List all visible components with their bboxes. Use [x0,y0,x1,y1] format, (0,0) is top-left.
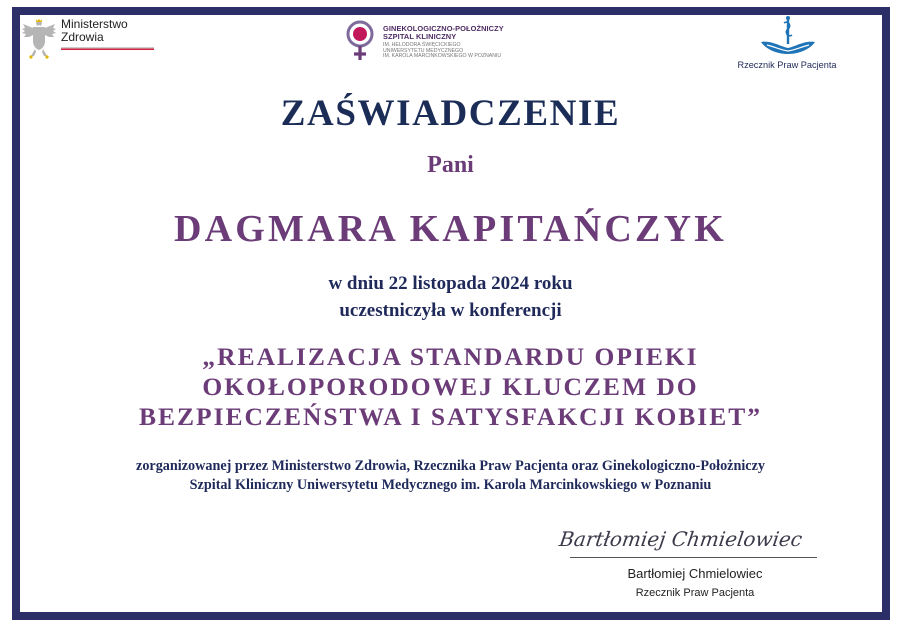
signatory-name: Bartłomiej Chmielowiec [627,566,763,581]
organizer-line1: zorganizowanej przez Ministerstwo Zdrowia, Rzecznika Praw Pacjenta oraz Ginekologiczno-Położniczy [136,458,765,474]
hospital-sub-line2: UNIWERSYTETU MEDYCZNEGO [383,47,464,54]
ministry-name-line2: Zdrowia [61,30,104,44]
certificate-title: ZAŚWIADCZENIE [280,93,621,134]
ministry-name-line1: Ministerstwo [61,17,128,31]
hospital-name-line1: GINEKOLOGICZNO-POŁOŻNICZY [383,24,504,33]
conference-title [0,342,901,432]
signature-line [570,557,817,558]
participation-line: uczestniczyła w konferencji [339,300,562,321]
signature-stroke-text: Bartłomiej Chmielowiec [557,527,804,551]
polish-eagle-icon [20,16,58,60]
conference-title-line1: „REALIZACJA STANDARDU OPIEKI [202,342,699,371]
ombudsman-emblem-icon [753,14,823,58]
ministry-of-health-logo [20,16,150,68]
salutation: Pani [427,152,474,178]
female-symbol-icon [341,19,379,63]
hospital-logo [341,19,551,65]
conference-title-line2: OKOŁOPORODOWEJ KLUCZEM DO [202,372,699,401]
patient-rights-ombudsman-logo [723,14,853,76]
ombudsman-name: Rzecznik Praw Pacjenta [737,60,837,70]
recipient-name: DAGMARA KAPITAŃCZYK [173,208,728,250]
handwritten-signature [553,514,817,559]
hospital-name-line2: SZPITAL KLINICZNY [383,32,457,41]
conference-title-line3: BEZPIECZEŃSTWA I SATYSFAKCJI KOBIET” [138,402,762,431]
hospital-sub-line1: IM. HELODORA ŚWIĘCICKIEGO [383,42,461,48]
hospital-sub-line3: IM. KAROLA MARCINKOWSKIEGO W POZNANIU [383,53,502,60]
organizer-line2: Szpital Kliniczny Uniwersytetu Medycznego im. Karola Marcinkowskiego w Poznaniu [189,477,712,493]
ministry-flag-stripe [61,47,154,50]
signatory-role: Rzecznik Praw Pacjenta [635,587,755,599]
organizer-text [0,457,901,495]
date-line: w dniu 22 listopada 2024 roku [328,273,573,294]
